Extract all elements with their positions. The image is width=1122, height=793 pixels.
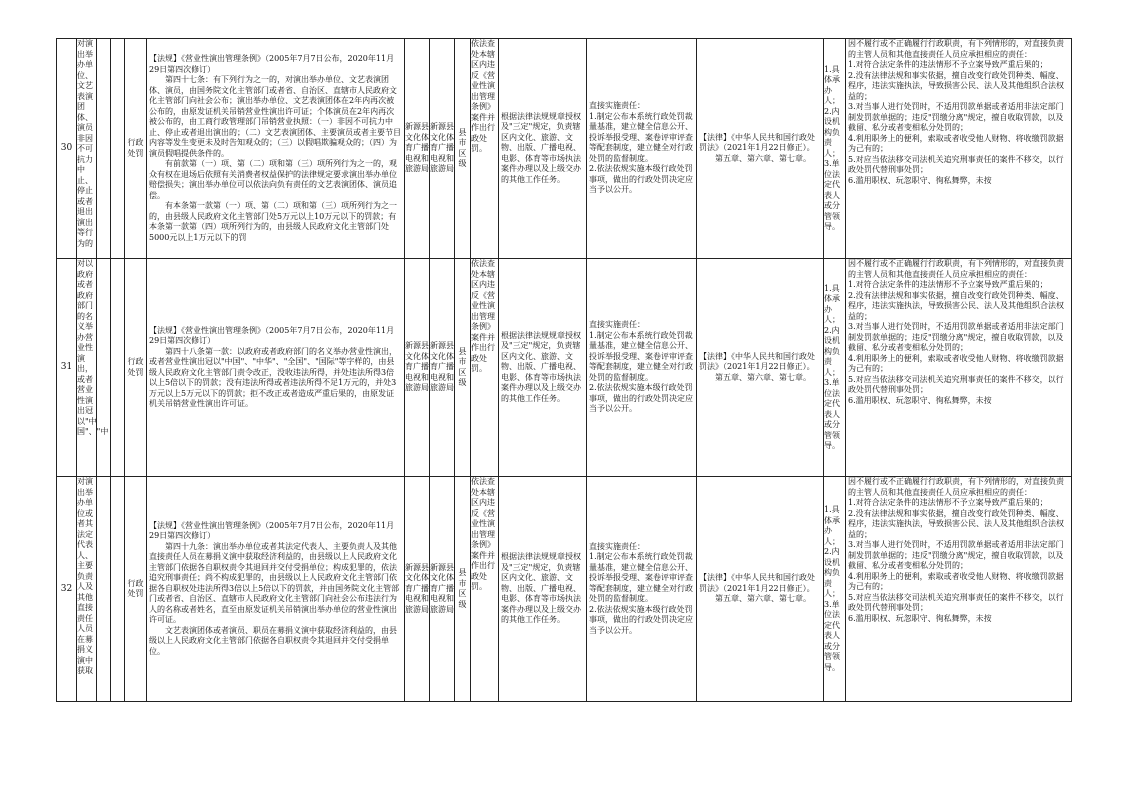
- duty-impl-cell: 直接实施责任： 1.制定公布本系统行政处罚裁量基准，建立健全信息公开、投诉举报受理、案卷评审评查等配套制度，建立健全对行政处罚的监督制度。 2.依法依规实施本级行政处罚事项，做出的行政处罚决定应当予以公开。: [587, 477, 697, 702]
- duty-impl-cell: 直接实施责任： 1.制定公布本系统行政处罚裁量基准，建立健全信息公开、投诉举报受理、案卷评审评查等配套制度，建立健全对行政处罚的监督制度。 2.依法依规实施本级行政处罚事项，做出的行政处罚决定应当予以公开。: [587, 259, 697, 477]
- category-cell: 行政处罚: [125, 477, 147, 702]
- duty-impl-cell: 直接实施责任： 1.制定公布本系统行政处罚裁量基准，建立健全信息公开、投诉举报受理、案卷评审评查等配套制度，建立健全对行政处罚的监督制度。 2.依法依规实施本级行政处罚事项，做出的行政处罚决定应当予以公开。: [587, 39, 697, 259]
- duty-item-cell: 根据法律法规规章授权及"三定"规定，负责辖区内文化、旅游、文物、出版、广播电视、电影、体育等市场执法案件办理以及上级交办的其他工作任务。: [499, 477, 587, 702]
- dept-cell: 新源县文化体育广播电视和旅游局: [405, 259, 430, 477]
- item-name-cell: 对以政府或者政府部门的名义举办营业性演出，或者营业性演出冠以"中国"、"中: [77, 259, 97, 477]
- table-row: [57, 259, 1072, 477]
- blank-cell: [97, 259, 111, 477]
- duty-subject-cell: 依法查处本辖区内违反《营业性演出管理条例》案件并作出行政处罚。: [471, 477, 499, 702]
- dept-cell: 新源县文化体育广播电视和旅游局: [430, 259, 455, 477]
- dept-cell: 新源县文化体育广播电视和旅游局: [430, 39, 455, 259]
- item-name-cell: 对演出举办单位、文艺表演团体、演员非因不可抗力中止、停止或者退出演出等行为的: [77, 39, 97, 259]
- legal-basis-cell: 【法规】《营业性演出管理条例》（2005年7月7日公布，2020年11月29日第四次修订） 第四十七条：有下列行为之一的，对演出举办单位、文艺表演团体、演员，由国务院文化主管部门或者省、自治区、直辖市人民政府文化主管部门向社会公布；演出举办单位、文艺表演团体在2年内再次被公布的，由原发证机关吊销营业性演出许可证；个体演员在2年内再次被公布的，由工商行政管理部门吊销营业执照：（一）非因不可抗力中止、停止或者退出演出的；（二）文艺表演团体、主要演员或者主要节目内容等发生变更未及时告知观众的；（三）以假唱欺骗观众的；（四）为演员假唱提供条件的。 有前款第（一）项、第（二）项和第（三）项所列行为之一的，观众有权在退场后依照有关消费者权益保护的法律规定要求演出举办单位赔偿损失；演出举办单位可以依法向负有责任的文艺表演团体、演员追偿。 有本条第一款第（一）项、第（二）项和第（三）项所列行为之一的，由县级人民政府文化主管部门处5万元以上10万元以下的罚款；有本条第一款第（四）项所列行为的，由县级人民政府文化主管部门处5000元以上1万元以下的罚: [147, 39, 405, 259]
- legal-basis-cell: 【法规】《营业性演出管理条例》（2005年7月7日公布，2020年11月29日第四次修订） 第四十九条：演出举办单位或者其法定代表人、主要负责人及其他直接责任人员在募捐义演中获取经济利益的，由县级以上人民政府文化主管部门依据各自职权责令其退回并交付受捐单位；构成犯罪的，依法追究刑事责任；尚不构成犯罪的，由县级以上人民政府文化主管部门依据各自职权处违法所得3倍以上5倍以下的罚款，并由国务院文化主管部门或者省、自治区、直辖市人民政府文化主管部门向社会公布违法行为人的名称或者姓名，直至由原发证机关吊销演出举办单位的营业性演出许可证。 文艺表演团体或者演员、职员在募捐义演中获取经济利益的，由县级以上人民政府文化主管部门依据各自职权责令其退回并交付受捐单位。: [147, 477, 405, 702]
- power-list-table: [56, 38, 1072, 702]
- law-basis-cell: 【法律】《中华人民共和国行政处罚法》（2021年1月22日修正）。 第五章、第六章、第七章。: [697, 259, 824, 477]
- resp-subject-cell: 1.具体承办人；2.内设机构负责人；3.单位法定代表人或分管领导。: [824, 477, 846, 702]
- level-cell: 县市区级: [455, 259, 471, 477]
- accountability-cell: 因不履行或不正确履行行政职责，有下列情形的，对直接负责的主管人员和其他直接责任人员应承担相应的责任： 1.对符合法定条件的违法情形不予立案导致严重后果的； 2.没有法律法规和事实依据，擅自改变行政处罚种类、幅度、程序，违法实施执法，导致损害公民、法人及其他组织合法权益的； 3.对当事人进行处罚时，不适用罚款单据或者适用非法定部门制发罚款单据的；违反"罚缴分离"规定，擅自收取罚款，以及截留、私分或者变相私分处罚的； 4.利用职务上的便利，索取或者收受他人财物、将收缴罚款据为己有的； 5.对应当依法移交司法机关追究刑事责任的案件不移交，以行政处罚代替刑事处罚； 6.滥用职权、玩忽职守、徇私舞弊，未按: [846, 39, 1072, 259]
- blank-cell: [111, 477, 125, 702]
- accountability-cell: 因不履行或不正确履行行政职责，有下列情形的，对直接负责的主管人员和其他直接责任人员应承担相应的责任： 1.对符合法定条件的违法情形不予立案导致严重后果的； 2.没有法律法规和事实依据，擅自改变行政处罚种类、幅度、程序，违法实施执法，导致损害公民、法人及其他组织合法权益的； 3.对当事人进行处罚时，不适用罚款单据或者适用非法定部门制发罚款单据的；违反"罚缴分离"规定，擅自收取罚款，以及截留、私分或者变相私分处罚的； 4.利用职务上的便利，索取或者收受他人财物、将收缴罚款据为己有的； 5.对应当依法移交司法机关追究刑事责任的案件不移交，以行政处罚代替刑事处罚； 6.滥用职权、玩忽职守、徇私舞弊，未按: [846, 259, 1072, 477]
- blank-cell: [97, 39, 111, 259]
- category-cell: 行政处罚: [125, 39, 147, 259]
- resp-subject-cell: 1.具体承办人；2.内设机构负责人；3.单位法定代表人或分管领导。: [824, 259, 846, 477]
- blank-cell: [111, 39, 125, 259]
- level-cell: 县市区级: [455, 39, 471, 259]
- level-cell: 县市区级: [455, 477, 471, 702]
- accountability-cell: 因不履行或不正确履行行政职责，有下列情形的，对直接负责的主管人员和其他直接责任人员应承担相应的责任： 1.对符合法定条件的违法情形不予立案导致严重后果的； 2.没有法律法规和事实依据，擅自改变行政处罚种类、幅度、程序，违法实施执法，导致损害公民、法人及其他组织合法权益的； 3.对当事人进行处罚时，不适用罚款单据或者适用非法定部门制发罚款单据的；违反"罚缴分离"规定，擅自收取罚款，以及截留、私分或者变相私分处罚的； 4.利用职务上的便利，索取或者收受他人财物、将收缴罚款据为己有的； 5.对应当依法移交司法机关追究刑事责任的案件不移交，以行政处罚代替刑事处罚； 6.滥用职权、玩忽职守、徇私舞弊，未按: [846, 477, 1072, 702]
- row-number: 30: [57, 39, 77, 259]
- duty-subject-cell: 依法查处本辖区内违反《营业性演出管理条例》案件并作出行政处罚。: [471, 39, 499, 259]
- dept-cell: 新源县文化体育广播电视和旅游局: [405, 39, 430, 259]
- legal-basis-cell: 【法规】《营业性演出管理条例》（2005年7月7日公布，2020年11月29日第四次修订） 第四十八条第一款：以政府或者政府部门的名义举办营业性演出，或者营业性演出冠以"中国"、"中华"、"全国"、"国际"等字样的，由县级人民政府文化主管部门责令改正，没收违法所得，并处违法所得3倍以上5倍以下的罚款；没有违法所得或者违法所得不足1万元的，并处3万元以上5万元以下的罚款；拒不改正或者造成严重后果的，由原发证机关吊销营业性演出许可证。: [147, 259, 405, 477]
- duty-subject-cell: 依法查处本辖区内违反《营业性演出管理条例》案件并作出行政处罚。: [471, 259, 499, 477]
- category-cell: 行政处罚: [125, 259, 147, 477]
- blank-cell: [111, 259, 125, 477]
- item-name-cell: 对演出举办单位或者其法定代表人、主要负责人及其他直接责任人员在募捐义演中获取: [77, 477, 97, 702]
- resp-subject-cell: 1.具体承办人；2.内设机构负责人；3.单位法定代表人或分管领导。: [824, 39, 846, 259]
- law-basis-cell: 【法律】《中华人民共和国行政处罚法》（2021年1月22日修正）。 第五章、第六章、第七章。: [697, 39, 824, 259]
- table-row: [57, 39, 1072, 259]
- dept-cell: 新源县文化体育广播电视和旅游局: [430, 477, 455, 702]
- table-row: [57, 477, 1072, 702]
- blank-cell: [97, 477, 111, 702]
- row-number: 32: [57, 477, 77, 702]
- duty-item-cell: 根据法律法规规章授权及"三定"规定，负责辖区内文化、旅游、文物、出版、广播电视、电影、体育等市场执法案件办理以及上级交办的其他工作任务。: [499, 259, 587, 477]
- duty-item-cell: 根据法律法规规章授权及"三定"规定，负责辖区内文化、旅游、文物、出版、广播电视、电影、体育等市场执法案件办理以及上级交办的其他工作任务。: [499, 39, 587, 259]
- dept-cell: 新源县文化体育广播电视和旅游局: [405, 477, 430, 702]
- row-number: 31: [57, 259, 77, 477]
- law-basis-cell: 【法律】《中华人民共和国行政处罚法》（2021年1月22日修正）。 第五章、第六章、第七章。: [697, 477, 824, 702]
